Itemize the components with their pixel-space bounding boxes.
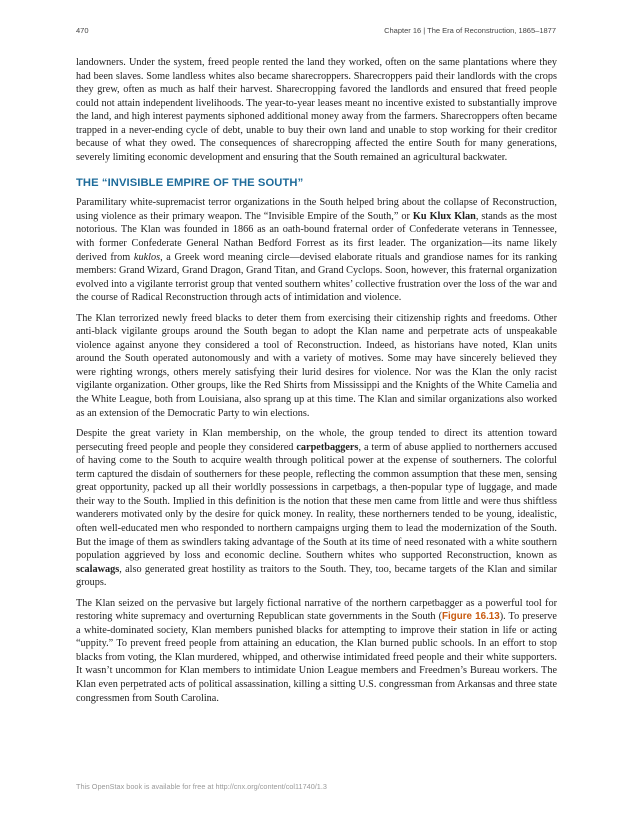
text-run: Paramilitary white-supremacist terror organizations in the South helped bring about the collapse of Reconstruction, using violence as their primary weapon. The “Invisible Empire of the South,” or	[76, 197, 557, 222]
intro-paragraph: landowners. Under the system, freed people rented the land they worked, often on the same plantations where they had been slaves. Some landless whites also became sharecroppers. Sharecroppers paid their landlords with the crops they grew, often as much as half their harvest. Sharecropping favored the landlords and ensured that freed people could not attain independent livelihoods. The year-to-year leases meant no incentive existed to substantially improve the land, and high interest payments siphoned additional money away from the farmers. Sharecroppers often became trapped in a never-ending cycle of debt, unable to buy their own land and unable to stop working for their creditor because of what they owed. The consequences of sharecropping affected the entire South for many generations, severely limiting economic development and ensuring that the South remained an agricultural backwater.	[76, 57, 557, 163]
key-term-ku-klux-klan: Ku Klux Klan	[412, 210, 476, 222]
text-run: , stands as the most notorious. The Klan was founded in 1866 as an oath-bound fraternal order of Confederate veterans in Tennessee, with former Confederate General Nathan Bedford Forrest as its first leader. The organization—its name likely derived from	[76, 210, 557, 263]
italic-term-kuklos: kuklos	[133, 251, 161, 263]
text-run: The Klan seized on the pervasive but largely fictional narrative of the northern carpetbagger as a powerful tool for restoring white supremacy and overturning Republican state governments in the South (	[76, 597, 557, 623]
text-run: , a term of abuse applied to northerners accused of having come to the South to acquire wealth through political power at the expense of southerners. The colorful term captured the disdain of southerners for these people, reflecting the common assumption that these men, sensing great opportunity, packed up all their worldly possessions in carpetbags, a then-popular type of luggage, and made their way to the South. Implied in this definition is the notion that these men came from little and were thus shiftless wanderers motivated only by the desire for quick money. In reality, these northerners tended to be young, idealistic, often well-educated men who responded to northern campaigns urging them to lead the modernization of the South. But the image of them as swindlers taking advantage of the South at its time of need resonated with a white southern population aggrieved by loss and economic decline. Southern whites who supported Reconstruction, known as	[76, 441, 557, 562]
page-footer: This OpenStax book is available for free at http://cnx.org/content/col11740/1.3	[76, 782, 327, 791]
key-term-carpetbaggers: carpetbaggers	[296, 441, 359, 453]
key-term-scalawags: scalawags	[76, 563, 120, 575]
text-run: ). To preserve a white-dominated society, Klan members punished blacks for attempting to improve their station in life or acting “uppity.” To prevent freed people from attaining an education, the Klan burned public schools. In an effort to stop blacks from voting, the Klan murdered, whipped, and otherwise intimidated freed people and their white supporters. It wasn’t uncommon for Klan members to intimidate Union League members and Freedmen’s Bureau workers. The Klan even perpetrated acts of political assassination, killing a sitting U.S. congressman from Arkansas and three state congressmen from South Carolina.	[76, 611, 557, 704]
text-run: , a Greek word meaning circle—devised elaborate rituals and grandiose names for its ranking members: Grand Wizard, Grand Dragon, Grand Titan, and Grand Cyclops. Soon, however, this fraternal organization evolved into a vigilante terrorist group that vented southern whites’ collective frustration over the loss of the war and the course of Radical Reconstruction through acts of intimidation and violence.	[76, 251, 557, 304]
text-run: , also generated great hostility as traitors to the South. They, too, became targets of the Klan and similar groups.	[76, 563, 557, 589]
text-run: Despite the great variety in Klan membership, on the whole, the group tended to direct its attention toward persecuting freed people and people they considered	[76, 428, 557, 453]
paragraph-klan-tactics	[76, 597, 557, 705]
page-number: 470	[76, 26, 89, 35]
paragraph-klan-terror: The Klan terrorized newly freed blacks to deter them from exercising their citizenship rights and freedoms. Other anti-black vigilante groups around the South began to adopt the Klan name and perpetrate acts of unspeakable violence against anyone they considered a tool of Reconstruction. Indeed, as historians have noted, Klan units around the South operated autonomously and with a variety of motives. Some may have sincerely believed they were righting wrongs, others merely satisfying their lurid desires for violence. Nor was the Klan the only racist vigilante organization. Other groups, like the Red Shirts from Mississippi and the Knights of the White Camelia and the White League, both from Louisiana, also sprang up at this time. The Klan and similar organizations also worked as an extension of the Democratic Party to win elections.	[76, 312, 557, 419]
section-heading: THE “INVISIBLE EMPIRE OF THE SOUTH”	[76, 177, 304, 190]
figure-link[interactable]: Figure 16.13	[442, 611, 500, 623]
paragraph-klan-origins	[76, 196, 557, 304]
page-content	[76, 56, 557, 712]
chapter-title: Chapter 16 | The Era of Reconstruction, 1865–1877	[384, 26, 556, 35]
paragraph-carpetbaggers	[76, 427, 557, 590]
